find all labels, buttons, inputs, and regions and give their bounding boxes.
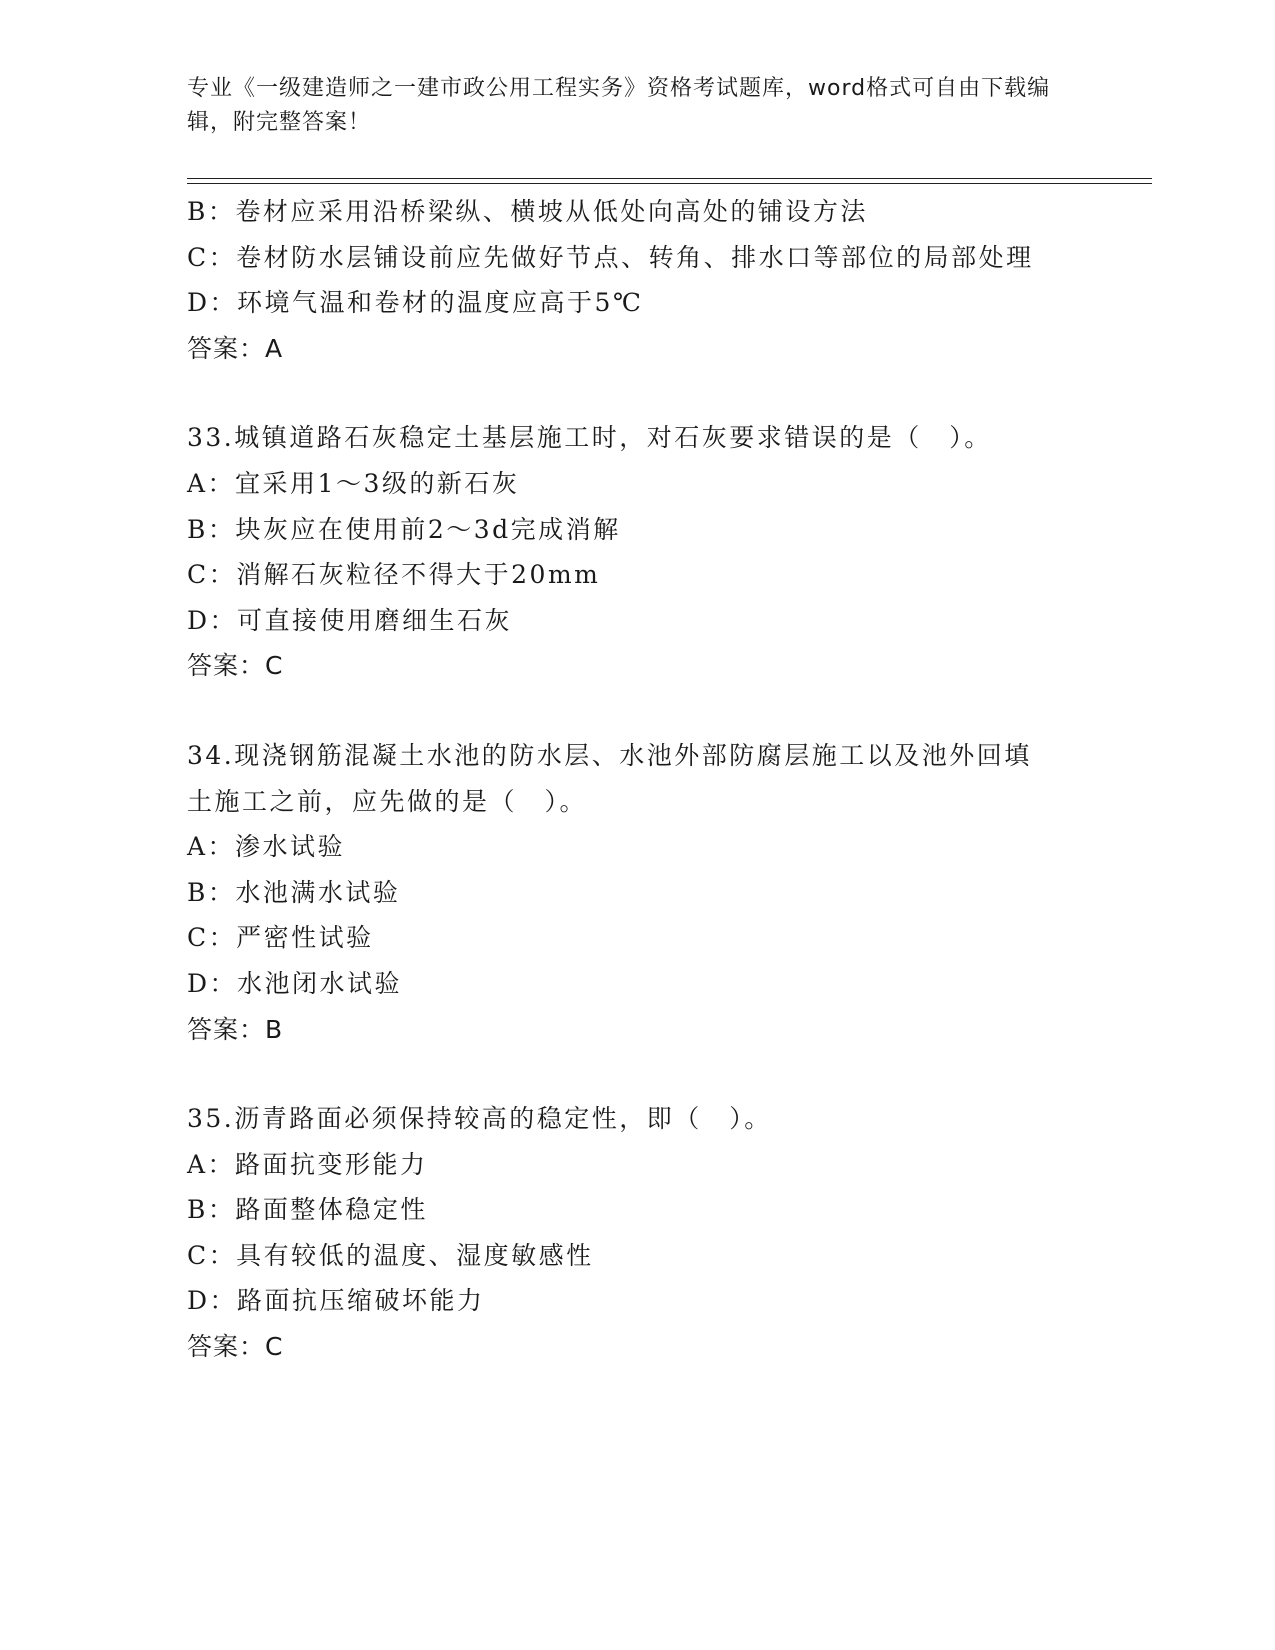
option-b: B：水池满水试验 (187, 877, 401, 907)
answer: 答案：C (187, 1332, 284, 1362)
option-d: D：环境气温和卷材的温度应高于5℃ (187, 288, 644, 318)
option-d: D：路面抗压缩破坏能力 (187, 1286, 485, 1316)
option-b: B：卷材应采用沿桥梁纵、横坡从低处向高处的铺设方法 (187, 197, 868, 226)
option-a: A：路面抗变形能力 (187, 1149, 428, 1179)
header-rule-top (187, 178, 1152, 179)
option-a: A：宜采用1～3级的新石灰 (187, 468, 520, 498)
question-32-continued (187, 189, 1087, 371)
option-c: C：严密性试验 (187, 923, 374, 953)
spacer (187, 371, 1087, 415)
answer: 答案：C (187, 651, 284, 681)
option-d: D：可直接使用磨细生石灰 (187, 605, 513, 635)
header-text: 专业《一级建造师之一建市政公用工程实务》资格考试题库，word格式可自由下载编辑，附完整答案！ (187, 76, 1051, 135)
option-c: C：消解石灰粒径不得大于20mm (187, 560, 601, 590)
spacer (187, 689, 1087, 733)
spacer (187, 1052, 1087, 1096)
question-stem: 35.沥青路面必须保持较高的稳定性，即（ ）。 (187, 1104, 772, 1134)
question-stem: 33.城镇道路石灰稳定土基层施工时，对石灰要求错误的是（ ）。 (187, 423, 992, 453)
option-a: A：渗水试验 (187, 832, 346, 862)
header-rule-bottom (187, 183, 1152, 184)
question-35 (187, 1096, 1087, 1370)
option-d: D：水池闭水试验 (187, 968, 403, 998)
question-content (187, 189, 1087, 1370)
option-b: B：块灰应在使用前2～3d完成消解 (187, 514, 621, 544)
option-b: B：路面整体稳定性 (187, 1195, 428, 1225)
answer: 答案：A (187, 333, 284, 363)
option-c: C：卷材防水层铺设前应先做好节点、转角、排水口等部位的局部处理 (187, 242, 1034, 272)
option-c: C：具有较低的温度、湿度敏感性 (187, 1240, 594, 1270)
answer: 答案：B (187, 1014, 284, 1044)
question-stem: 34.现浇钢筋混凝土水池的防水层、水池外部防腐层施工以及池外回填土施工之前，应先做的是（ ）。 (187, 740, 1032, 816)
question-33 (187, 415, 1087, 689)
question-34 (187, 733, 1087, 1052)
page-header (187, 72, 1067, 140)
